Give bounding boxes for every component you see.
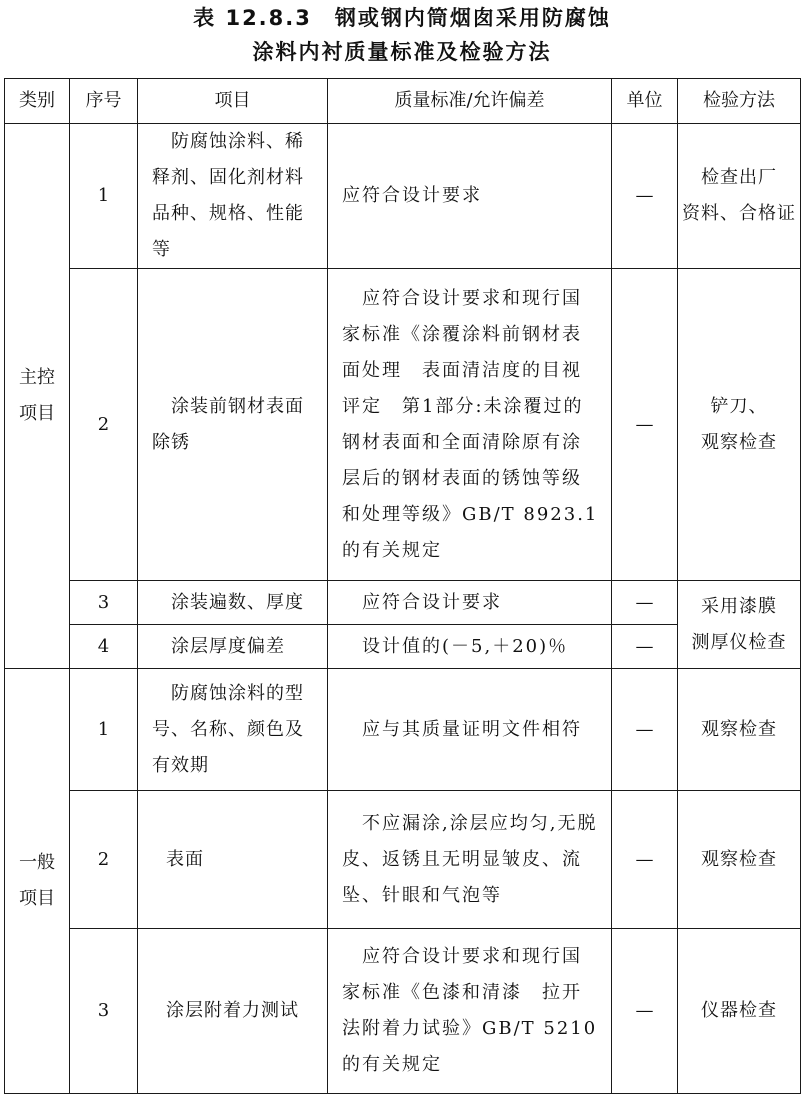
row-method: [678, 581, 801, 669]
header-category: 类别: [5, 79, 70, 124]
row-method-label: 检查出厂 资料、合格证: [682, 167, 796, 224]
row-method: [678, 269, 801, 581]
row-standard: 不应漏涂,涂层应均匀,无脱皮、返锈且无明显皱皮、流坠、针眼和气泡等: [328, 791, 612, 929]
row-method-label: 采用漆膜 测厚仪检查: [691, 595, 787, 653]
table-row: [5, 791, 801, 929]
category-general: [5, 669, 70, 1094]
row-unit: —: [612, 929, 678, 1094]
header-method: 检验方法: [678, 79, 801, 124]
row-unit: —: [612, 625, 678, 669]
header-standard: 质量标准/允许偏差: [328, 79, 612, 124]
category-main-control-label: 主控 项目: [19, 367, 55, 424]
row-method: 观察检查: [678, 791, 801, 929]
row-item: 表面: [138, 791, 328, 929]
quality-standard-table: [4, 78, 801, 1094]
table-row: [5, 269, 801, 581]
header-no: 序号: [70, 79, 138, 124]
row-no: 1: [70, 124, 138, 269]
row-item: 防腐蚀涂料、稀释剂、固化剂材料品种、规格、性能等: [138, 124, 328, 269]
header-row: [5, 79, 801, 124]
row-no: 4: [70, 625, 138, 669]
row-item: 涂层厚度偏差: [138, 625, 328, 669]
row-standard: 应符合设计要求和现行国家标准《涂覆涂料前钢材表面处理 表面清洁度的目视评定 第1部分:未涂覆过的钢材表面和全面清除原有涂层后的钢材表面的锈蚀等级和处理等级》GB/T 8923.1 的有关规定: [328, 269, 612, 581]
row-method-label: 铲刀、 观察检查: [701, 395, 777, 453]
row-item: 涂层附着力测试: [138, 929, 328, 1094]
header-item: 项目: [138, 79, 328, 124]
row-unit: —: [612, 669, 678, 791]
table-title-line-1: 表 12.8.3 钢或钢内筒烟囱采用防腐蚀: [193, 6, 611, 30]
table-row: [5, 124, 801, 269]
row-no: 3: [70, 581, 138, 625]
row-no: 1: [70, 669, 138, 791]
row-unit: —: [612, 581, 678, 625]
row-method: 观察检查: [678, 669, 801, 791]
row-unit: —: [612, 124, 678, 269]
row-item: 涂装前钢材表面除锈: [138, 269, 328, 581]
row-method: 仪器检查: [678, 929, 801, 1094]
header-unit: 单位: [612, 79, 678, 124]
row-unit: —: [612, 269, 678, 581]
row-no: 2: [70, 791, 138, 929]
table-row: [5, 669, 801, 791]
table-row: [5, 929, 801, 1094]
row-standard: 应符合设计要求: [328, 581, 612, 625]
row-standard: 应符合设计要求和现行国家标准《色漆和清漆 拉开法附着力试验》GB/T 5210 的有关规定: [328, 929, 612, 1094]
row-no: 3: [70, 929, 138, 1094]
row-unit: —: [612, 791, 678, 929]
row-standard: 应与其质量证明文件相符: [328, 669, 612, 791]
category-main-control: [5, 124, 70, 669]
row-item: 防腐蚀涂料的型号、名称、颜色及有效期: [138, 669, 328, 791]
row-item: 涂装遍数、厚度: [138, 581, 328, 625]
row-standard: 应符合设计要求: [328, 124, 612, 269]
table-title-line-2: 涂料内衬质量标准及检验方法: [252, 40, 552, 64]
table-row: [5, 581, 801, 625]
row-no: 2: [70, 269, 138, 581]
row-standard: 设计值的(－5,＋20)％: [328, 625, 612, 669]
row-method: [678, 124, 801, 269]
category-general-label: 一般 项目: [19, 852, 55, 909]
